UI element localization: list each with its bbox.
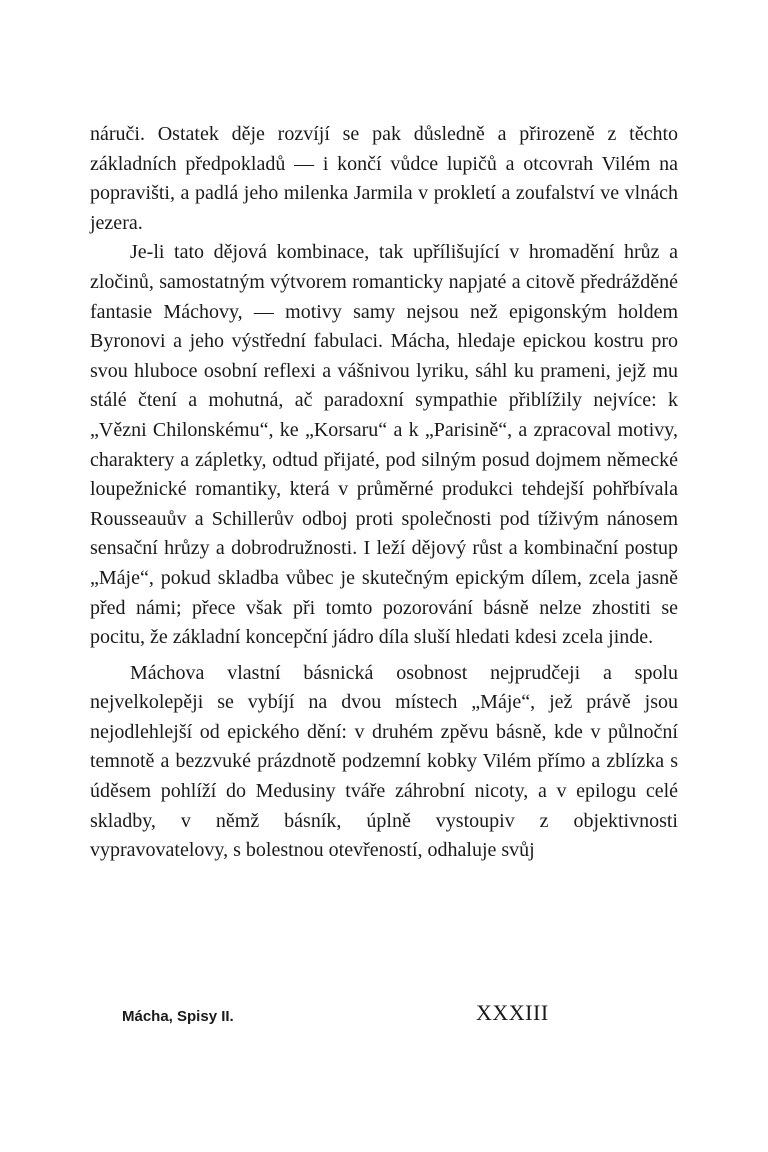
printer-signature: Mácha, Spisy II. <box>122 1008 234 1025</box>
paragraph-3: Máchova vlastní básnická osobnost nejprudčeji a spolu nejvelkolepěji se vybíjí na dvou místech „Máje“, jež právě jsou nejodlehlejší od epického dění: v druhém zpěvu básně, kde v půlnoční temnotě a bezzvuké prázdnotě podzemní kobky Vilém přímo a zblízka s úděsem pohlíží do Medusiny tváře záhrobní nicoty, a v epilogu celé skladby, v němž básník, úplně vystoupiv z objektivnosti vypravovatelovy, s bolestnou otevřeností, odhaluje svůj <box>90 661 678 862</box>
paragraph-1: náruči. Ostatek děje rozvíjí se pak důsledně a přirozeně z těchto základních předpokladů — i končí vůdce lupičů a otcovrah Vilém na popravišti, a padlá jeho milenka Jarmila v prokletí a zoufalství ve vlnách jezera. <box>90 123 678 234</box>
body-text <box>90 120 678 866</box>
page-footer <box>90 1000 678 1032</box>
sheet-number: XXXIII <box>476 1000 549 1025</box>
paragraph-2: Je-li tato dějová kombinace, tak upřílišující v hromadění hrůz a zločinů, samostatným výtvorem romanticky napjaté a citově předrážděné fantasie Máchovy, — motivy samy nejsou než epigonským holdem Byronovi a jeho výstřední fabulaci. Mácha, hledaje epickou kostru pro svou hluboce osobní reflexi a vášnivou lyriku, sáhl ku prameni, jejž mu stálé čtení a mohutná, ač paradoxní sympathie přiblížily nejvíce: k „Vězni Chilonskému“, ke „Korsaru“ a k „Parisině“, a zpracoval motivy, charaktery a zápletky, odtud přijaté, pod silným posud dojmem německé loupežnické romantiky, která v průměrné produkci tehdejší pohřbívala Rousseauův a Schillerův odboj proti společnosti pod tíživým nánosem sensační hrůzy a dobrodružnosti. I leží dějový růst a kombinační postup „Máje“, pokud skladba vůbec je skutečným epickým dílem, zcela jasně před námi; přece však při tomto pozorování básně nelze zhostiti se pocitu, že základní koncepční jádro díla sluší hledati kdesi zcela jinde. <box>90 241 678 649</box>
